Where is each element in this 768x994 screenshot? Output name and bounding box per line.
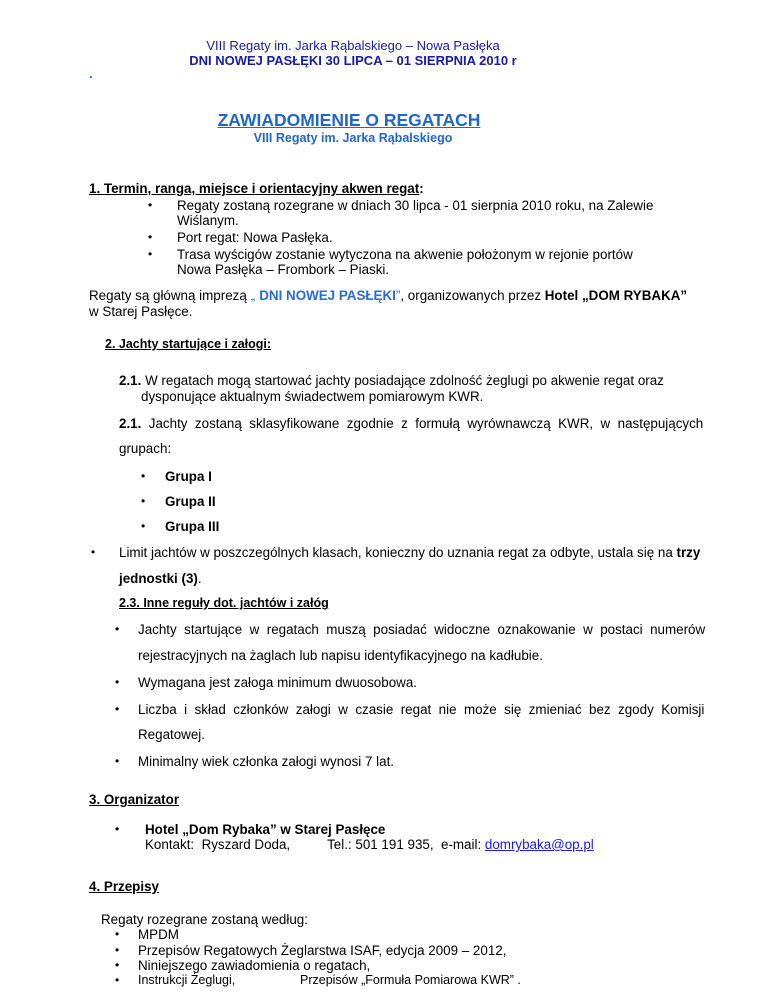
s2-item-2-line-1: [119, 416, 703, 431]
bullet-icon: •: [141, 469, 146, 483]
bullet-icon: •: [148, 198, 153, 212]
section-3-heading: [89, 792, 179, 807]
header-dot: .: [89, 66, 93, 81]
bullet-icon: •: [115, 754, 120, 768]
rules-item-3: Niniejszego zawiadomienia o regatach,: [138, 958, 371, 973]
section-4-heading-text: 4. Przepisy: [89, 879, 159, 894]
s2-3-heading: [119, 596, 329, 610]
header-line-2: DNI NOWEJ PASŁĘKI 30 LIPCA – 01 SIERPNIA 2010 r: [189, 53, 517, 68]
hotel-name: Hotel „DOM RYBAKA”: [544, 288, 688, 303]
s2-item-1-text: W regatach mogą startować jachty posiadające zdolność żeglugi po akwenie regat oraz: [141, 373, 664, 388]
contact-text: Kontakt: Ryszard Doda, Tel.: 501 191 935, e-mail:: [145, 837, 485, 852]
organizer-name: Hotel „Dom Rybaka” w Starej Pasłęce: [145, 822, 386, 837]
bullet-icon: •: [115, 973, 120, 987]
document-title: ZAWIADOMIENIE O REGATACH: [217, 110, 481, 130]
limit-text: Limit jachtów w poszczególnych klasach, konieczny do uznania regat za odbyte, ustala się na: [119, 545, 677, 560]
s2-item-2-number: 2.1.: [119, 416, 142, 431]
document-subtitle: VIII Regaty im. Jarka Rąbalskiego: [253, 131, 453, 145]
section-1-colon: :: [419, 181, 424, 196]
section-3-heading-text: 3. Organizator: [89, 792, 180, 807]
rule-1-line-2: rejestracyjnych na żaglach lub napisu identyfikacyjnego na kadłubie.: [138, 648, 543, 663]
rules-tail-dot: .: [517, 973, 521, 987]
s1-paragraph-line-1: [89, 288, 687, 303]
bullet-icon: •: [141, 494, 146, 508]
rule-3-line-1: Liczba i skład członków załogi w czasie regat nie może się zmieniać bez zgody Komisji: [138, 702, 705, 717]
s2-item-1-line-2: dysponujące aktualnym świadectwem pomiarowym KWR.: [141, 389, 484, 404]
bullet-icon: •: [115, 943, 120, 957]
header-line-1: VIII Regaty im. Jarka Rąbalskiego – Nowa Pasłęka: [206, 38, 500, 53]
event-name: DNI NOWEJ PASŁĘKI: [255, 288, 396, 303]
bullet-icon: •: [115, 958, 120, 972]
s1-quote-close: ”: [395, 288, 401, 303]
s2-item-2-line-2: grupach:: [119, 441, 172, 456]
rules-item-1: MPDM: [138, 927, 179, 942]
bullet-icon: •: [148, 247, 153, 261]
section-4-heading: [89, 879, 159, 894]
rule-2: Wymagana jest załoga minimum dwuosobowa.: [138, 675, 417, 690]
s2-item-1-number: 2.1.: [119, 373, 142, 388]
bullet-icon: •: [115, 702, 120, 716]
rules-item-4: Instrukcji Żeglugi,: [138, 973, 236, 987]
limit-line-2: [119, 571, 202, 586]
s1-text-2: , organizowanych przez: [400, 288, 545, 303]
bullet-icon: •: [115, 927, 120, 941]
rules-item-2: Przepisów Regatowych Żeglarstwa ISAF, edycja 2009 – 2012,: [138, 943, 507, 958]
section-2-heading: [105, 337, 271, 351]
s1-text: Regaty są główną imprezą: [89, 288, 251, 303]
s1-bullet-1-line-1: Regaty zostaną rozegrane w dniach 30 lipca - 01 sierpnia 2010 roku, na Zalewie: [177, 198, 654, 213]
rule-3-line-2: Regatowej.: [138, 727, 205, 742]
section-2-heading-text: 2. Jachty startujące i załogi:: [105, 337, 272, 351]
organizer-contact: [145, 837, 594, 852]
section-1-heading-text: 1. Termin, ranga, miejsce i orientacyjny akwen regat: [89, 181, 420, 196]
limit-bold: trzy: [676, 545, 701, 560]
group-1: Grupa I: [165, 469, 212, 484]
limit-period: .: [197, 571, 202, 586]
bullet-icon: •: [115, 822, 120, 836]
rule-1-line-1: Jachty startujące w regatach muszą posiadać widoczne oznakowanie w postaci numerów: [138, 622, 706, 637]
s1-bullet-3-line-1: Trasa wyścigów zostanie wytyczona na akwenie położonym w rejonie portów: [177, 247, 633, 262]
s2-3-heading-text: 2.3. Inne reguły dot. jachtów i załóg: [119, 596, 329, 610]
group-2: Grupa II: [165, 494, 216, 509]
bullet-icon: •: [141, 519, 146, 533]
s1-bullet-1-line-2: Wiślanym.: [177, 213, 239, 228]
bullet-icon: •: [91, 545, 96, 559]
s2-item-2-text: Jachty zostaną sklasyfikowane zgodnie z formułą wyrównawczą KWR, w następujących: [141, 416, 704, 431]
group-3: Grupa III: [165, 519, 220, 534]
s1-bullet-2: Port regat: Nowa Pasłęka.: [177, 230, 333, 245]
bullet-icon: •: [148, 230, 153, 244]
s1-quote: „: [250, 292, 256, 303]
limit-count: jednostki (3): [119, 571, 198, 586]
bullet-icon: •: [115, 675, 120, 689]
rule-4: Minimalny wiek członka załogi wynosi 7 lat.: [138, 754, 395, 769]
rules-item-5: [300, 973, 521, 987]
s1-bullet-3-line-2: Nowa Pasłęka – Frombork – Piaski.: [177, 262, 390, 277]
s1-paragraph-line-2: w Starej Pasłęce.: [89, 304, 193, 319]
rules-item-5-text: Przepisów „Formuła Pomiarowa KWR”: [300, 973, 514, 987]
email-link[interactable]: domrybaka@op.pl: [484, 837, 594, 852]
s2-item-1-line-1: [119, 373, 664, 388]
bullet-icon: •: [115, 622, 120, 636]
limit-line-1: [119, 545, 700, 560]
section-1-heading: [89, 181, 424, 196]
rules-intro: Regaty rozegrane zostaną według:: [101, 912, 308, 927]
